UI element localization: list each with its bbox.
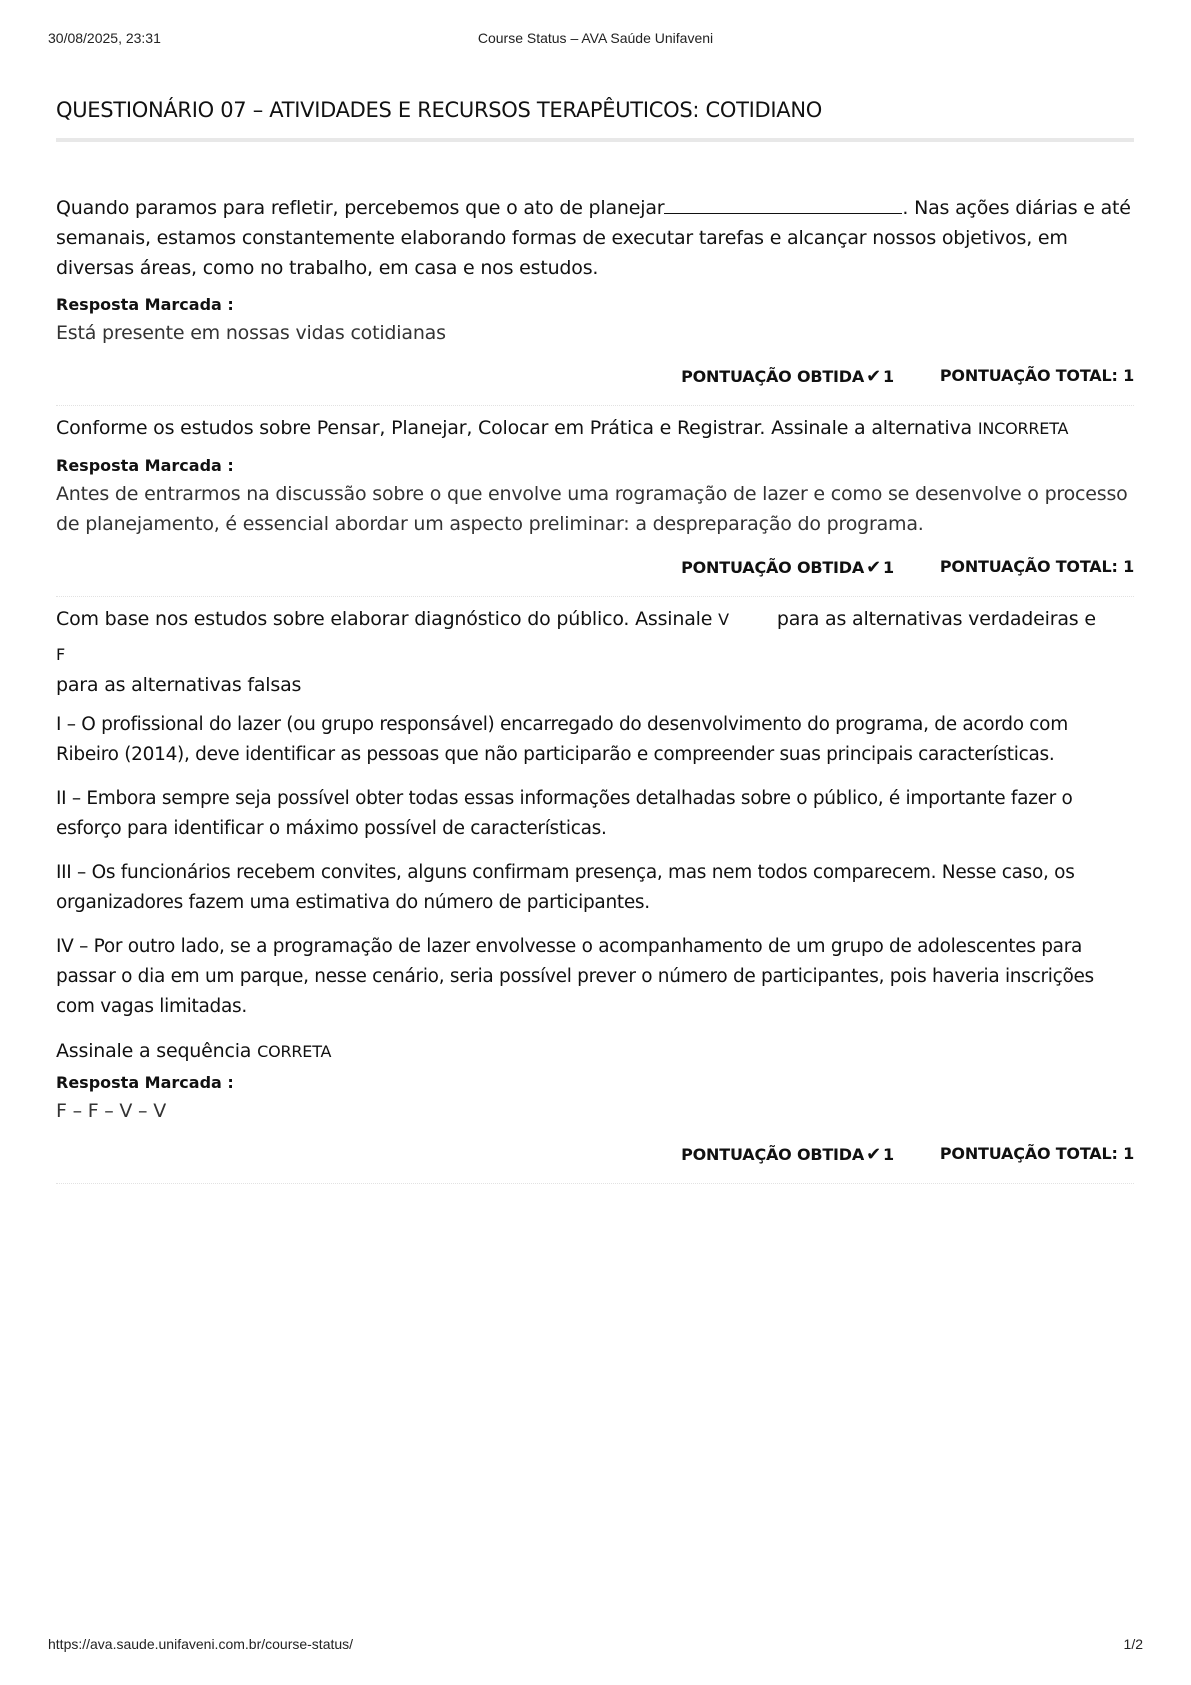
print-header xyxy=(48,30,1143,50)
quiz-title: QUESTIONÁRIO 07 – ATIVIDADES E RECURSOS TERAPÊUTICOS: COTIDIANO xyxy=(56,98,1134,142)
question-3-closing: Assinale a sequência CORRETA xyxy=(56,1040,332,1062)
fill-blank xyxy=(664,191,902,214)
question-1-text-part2: . Nas ações diárias e até semanais, estamos constantemente elaborando formas de executar tarefas e alcançar nossos objetivos, em diversas áreas, como no trabalho, em casa e nos estudos. xyxy=(56,197,1131,279)
print-date: 30/08/2025, 23:31 xyxy=(48,30,161,46)
score-obtained-value: 1 xyxy=(882,1145,894,1164)
question-2-score xyxy=(56,539,1134,596)
statement-i: I – O profissional do lazer (ou grupo responsável) encarregado do desenvolvimento do programa, de acordo com Ribeiro (2014), deve identificar as pessoas que não participarão e compreender suas principais características. xyxy=(56,714,1068,765)
score-obtained: PONTUAÇÃO OBTIDA ✔ 1 xyxy=(681,1144,894,1165)
marked-answer-label: Resposta Marcada : xyxy=(56,1073,234,1092)
statement-ii: II – Embora sempre seja possível obter todas essas informações detalhadas sobre o público, é importante fazer o esforço para identificar o máximo possível de características. xyxy=(56,788,1073,839)
score-obtained-value: 1 xyxy=(882,558,894,577)
question-3 xyxy=(56,603,1134,1184)
marked-answer-label: Resposta Marcada : xyxy=(56,456,234,475)
question-3-intro-f: F para as alternativas falsas xyxy=(56,645,302,696)
true-label: V xyxy=(718,610,729,629)
score-obtained: PONTUAÇÃO OBTIDA ✔ 1 xyxy=(681,557,894,578)
score-total-value: 1 xyxy=(1123,366,1134,385)
question-2-text: Conforme os estudos sobre Pensar, Planejar, Colocar em Prática e Registrar. Assinale a alternativa INCORRETA xyxy=(56,417,1069,439)
print-footer xyxy=(48,1636,1143,1656)
score-obtained: PONTUAÇÃO OBTIDA ✔ 1 xyxy=(681,366,894,387)
score-obtained-value: 1 xyxy=(882,367,894,386)
question-3-emphasis: CORRETA xyxy=(257,1042,332,1061)
question-2-answer: Antes de entrarmos na discussão sobre o que envolve uma rogramação de lazer e como se desenvolve o processo de planejamento, é essencial abordar um aspecto preliminar: a despreparação do programa. xyxy=(56,483,1128,535)
question-2 xyxy=(56,412,1134,597)
score-total-value: 1 xyxy=(1123,1144,1134,1163)
score-total-value: 1 xyxy=(1123,557,1134,576)
check-icon: ✔ xyxy=(866,366,881,387)
check-icon: ✔ xyxy=(866,557,881,578)
statement-iv: IV – Por outro lado, se a programação de lazer envolvesse o acompanhamento de um grupo de adolescentes para passar o dia em um parque, nesse cenário, seria possível prever o número de participantes, pois haveria inscrições com vagas limitadas. xyxy=(56,936,1094,1017)
question-1-score xyxy=(56,348,1134,405)
question-1-answer: Está presente em nossas vidas cotidianas xyxy=(56,322,446,344)
question-1 xyxy=(56,190,1134,406)
score-total: PONTUAÇÃO TOTAL: 1 xyxy=(939,1144,1134,1163)
score-total: PONTUAÇÃO TOTAL: 1 xyxy=(939,366,1134,385)
false-label: F xyxy=(56,645,66,664)
question-2-emphasis: INCORRETA xyxy=(977,419,1069,438)
marked-answer-label: Resposta Marcada : xyxy=(56,295,234,314)
question-3-intro: Com base nos estudos sobre elaborar diagnóstico do público. Assinale V para as alternativas verdadeiras e xyxy=(56,608,1096,630)
page-number: 1/2 xyxy=(1123,1636,1143,1652)
print-page-title: Course Status – AVA Saúde Unifaveni xyxy=(477,30,714,46)
statement-iii: III – Os funcionários recebem convites, alguns confirmam presença, mas nem todos comparecem. Nesse caso, os organizadores fazem uma estimativa do número de participantes. xyxy=(56,862,1075,913)
question-1-text xyxy=(56,191,1134,283)
question-3-answer: F – F – V – V xyxy=(56,1100,166,1122)
question-1-text-part1: Quando paramos para refletir, percebemos que o ato de planejar xyxy=(56,197,665,219)
page-url: https://ava.saude.unifaveni.com.br/course-status/ xyxy=(48,1636,354,1652)
question-3-score xyxy=(56,1126,1134,1183)
check-icon: ✔ xyxy=(866,1144,881,1165)
score-total: PONTUAÇÃO TOTAL: 1 xyxy=(939,557,1134,576)
course-status-content xyxy=(56,98,1134,1184)
